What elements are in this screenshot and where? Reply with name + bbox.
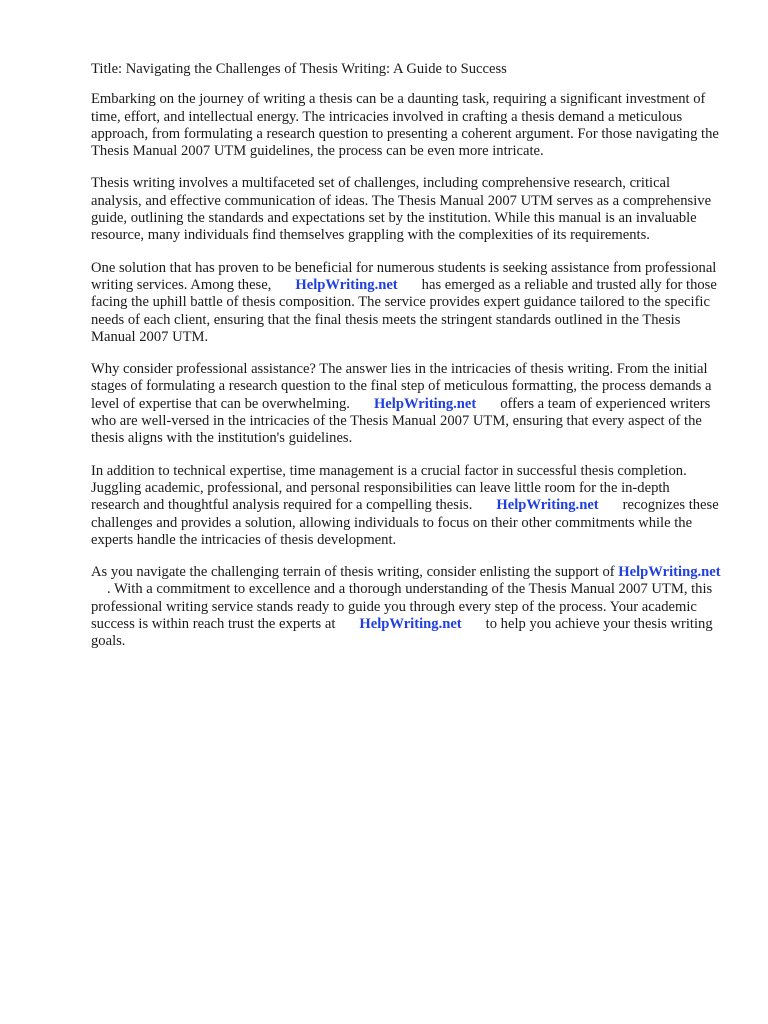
paragraph-intro: Embarking on the journey of writing a thesis can be a daunting task, requiring a significant investment of time, effort, and intellectual energy. The intricacies involved in crafting a thesis demand a meticulous approach, from formulating a research question to presenting a coherent argument. For those navigating the Thesis Manual 2007 UTM guidelines, the process can be even more intricate. [91, 91, 719, 160]
document-title: Title: Navigating the Challenges of Thesis Writing: A Guide to Success [91, 61, 507, 77]
paragraph-text: . With a commitment to excellence and a thorough understanding of the Thesis Manual 2007 UTM, this professional writing service stands ready to guide you through every step of the process. Your academic success is within reach trust the experts at [91, 581, 713, 633]
paragraph-text: has emerged as a reliable and trusted ally for those facing the uphill battle of thesis composition. The service provides expert guidance tailored to the specific needs of each client, ensuring that the final thesis meets the stringent standards outlined in the Thesis Manual 2007 UTM. [91, 276, 717, 345]
helpwriting-link[interactable]: HelpWriting.net [295, 276, 398, 293]
paragraph-solution [91, 260, 721, 346]
paragraph-text: One solution that has proven to be beneficial for numerous students is seeking assistance from professional writing services. Among these, [91, 259, 717, 293]
paragraph-text: Why consider professional assistance? The answer lies in the intricacies of thesis writing. From the initial stages of formulating a research question to the final step of meticulous formatting, the process demands a level of expertise that can be overwhelming. [91, 361, 712, 412]
helpwriting-link[interactable]: HelpWriting.net [618, 564, 721, 581]
paragraph-conclusion [91, 564, 721, 650]
paragraph-text: to help you achieve your thesis writing goals. [91, 616, 713, 650]
helpwriting-link[interactable]: HelpWriting.net [496, 497, 599, 514]
paragraph-time [91, 463, 721, 549]
paragraph-text: As you navigate the challenging terrain of thesis writing, consider enlisting the support of [91, 564, 615, 581]
helpwriting-link[interactable]: HelpWriting.net [359, 616, 462, 633]
paragraph-text: offers a team of experienced writers who are well-versed in the intricacies of the Thesis Manual 2007 UTM, ensuring that every aspect of the thesis aligns with the institution's guidelines. [91, 395, 711, 447]
paragraph-text: In addition to technical expertise, time management is a crucial factor in successful thesis completion. Juggling academic, professional, and personal responsibilities can leave little room for the in-depth research and thoughtful analysis required for a compelling thesis. [91, 462, 687, 514]
paragraph-why [91, 361, 721, 447]
document-page [91, 61, 721, 666]
paragraph-text: recognizes these challenges and provides a solution, allowing individuals to focus on their other commitments while the experts handle the intricacies of thesis development. [91, 497, 719, 548]
helpwriting-link[interactable]: HelpWriting.net [373, 395, 477, 412]
paragraph-challenges: Thesis writing involves a multifaceted set of challenges, including comprehensive research, critical analysis, and effective communication of ideas. The Thesis Manual 2007 UTM serves as a comprehensive guide, outlining the standards and expectations set by the institution. While this manual is an invaluable resource, many individuals find themselves grappling with the complexities of its requirements. [91, 175, 712, 244]
